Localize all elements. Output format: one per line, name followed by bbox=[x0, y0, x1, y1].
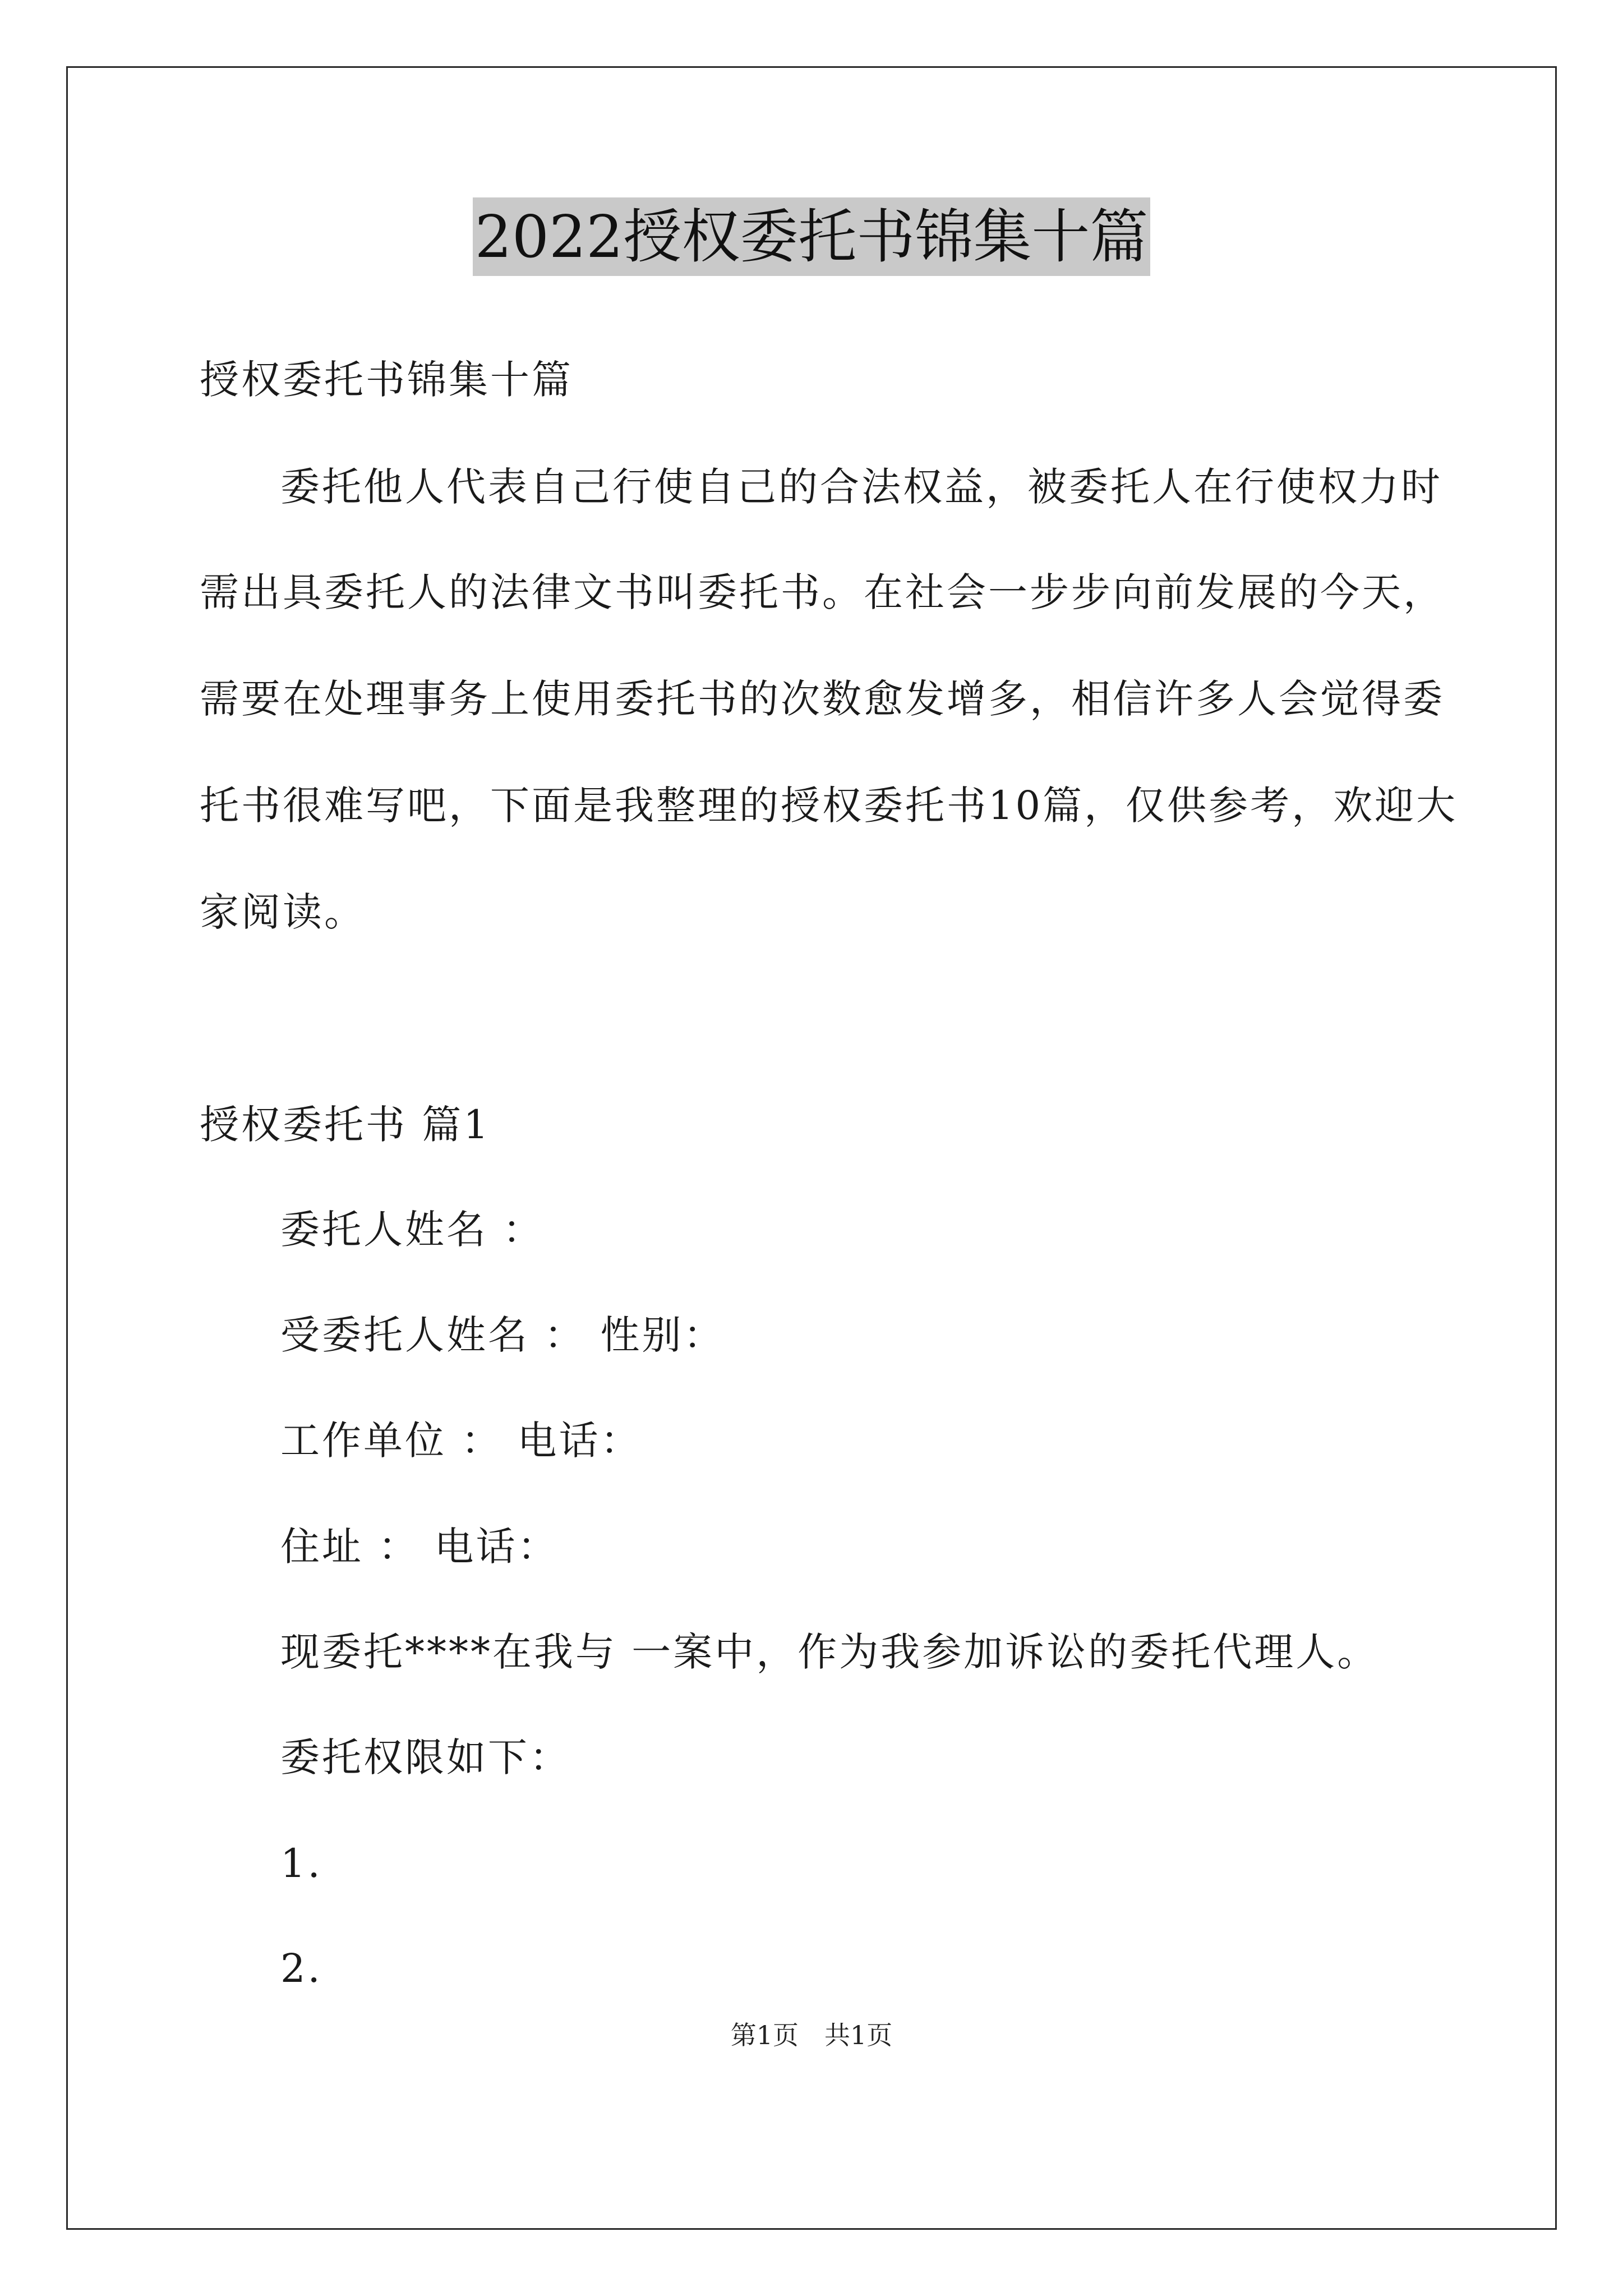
form-line-agent-name: 受委托人姓名 ： 性别： bbox=[280, 1312, 725, 1358]
form-line-item-1: 1. bbox=[280, 1841, 322, 1887]
intro-line-5: 家阅读。 bbox=[200, 889, 366, 935]
form-line-authority: 委托权限如下： bbox=[280, 1734, 571, 1780]
form-line-entrustment: 现委托****在我与 一案中，作为我参加诉讼的委托代理人。 bbox=[280, 1629, 1379, 1675]
intro-line-1: 委托他人代表自己行使自己的合法权益，被委托人在行使权力时 bbox=[280, 464, 1442, 510]
intro-line-2: 需出具委托人的法律文书叫委托书。在社会一步步向前发展的今天， bbox=[200, 569, 1445, 615]
intro-line-4: 托书很难写吧，下面是我整理的授权委托书10篇，仅供参考，欢迎大 bbox=[200, 783, 1458, 829]
title-container bbox=[0, 197, 1623, 276]
form-line-client-name: 委托人姓名 ： bbox=[280, 1207, 545, 1253]
document-title: 2022授权委托书锦集十篇 bbox=[473, 197, 1151, 276]
document-subtitle: 授权委托书锦集十篇 bbox=[200, 357, 573, 403]
form-line-item-2: 2. bbox=[280, 1945, 322, 1991]
section-heading: 授权委托书 篇1 bbox=[200, 1102, 491, 1148]
page-number-footer: 第1页 共1页 bbox=[730, 2020, 893, 2050]
form-line-workplace: 工作单位 ： 电话： bbox=[280, 1418, 642, 1464]
intro-line-3: 需要在处理事务上使用委托书的次数愈发增多，相信许多人会觉得委 bbox=[200, 676, 1445, 722]
form-line-address: 住址 ： 电话： bbox=[280, 1524, 559, 1570]
